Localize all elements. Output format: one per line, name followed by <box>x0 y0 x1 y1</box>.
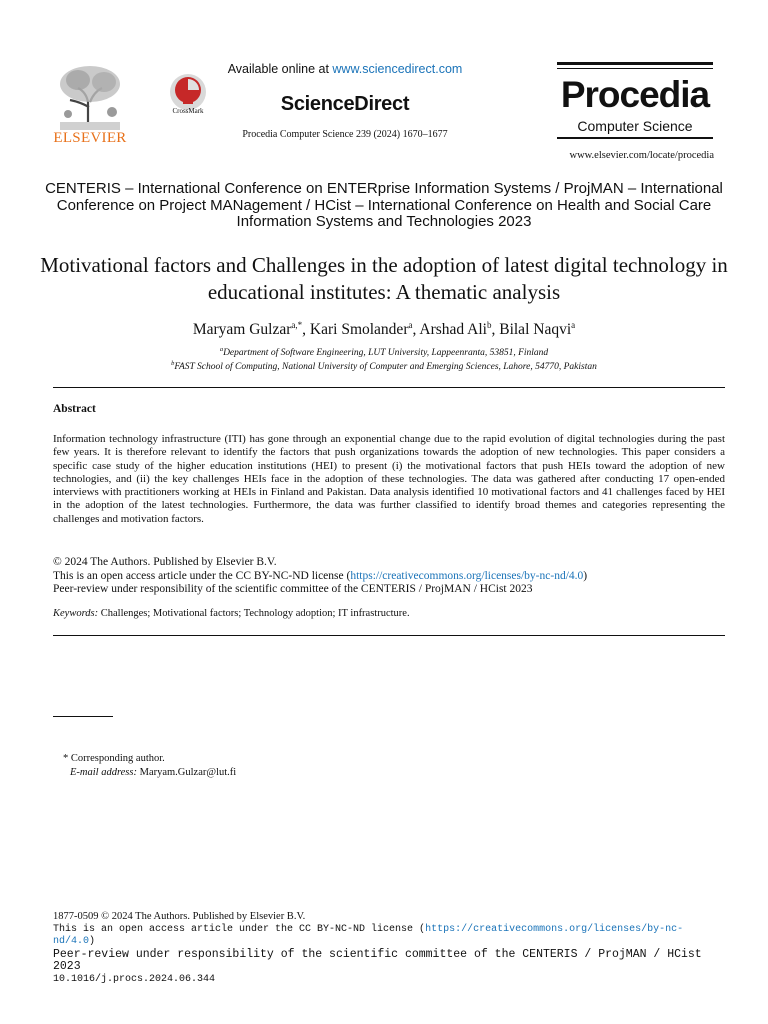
open-access-text: This is an open access article under the CC BY-NC-ND license ( <box>53 569 351 582</box>
author-separator: , <box>412 321 420 339</box>
procedia-subtitle: Computer Science <box>577 118 693 134</box>
open-access-text: ) <box>89 936 96 947</box>
author-affil-mark: a,* <box>291 320 303 330</box>
procedia-logo <box>557 62 713 139</box>
peer-review-line: Peer-review under responsibility of the scientific committee of the CENTERIS / ProjMAN / HCist 2023 <box>53 583 533 595</box>
paper-title: Motivational factors and Challenges in the adoption of latest digital technology in educational institutes: A thematic analysis <box>40 253 728 304</box>
license-link[interactable]: https://creativecommons.org/licenses/by-nc-nd/4.0 <box>350 569 584 582</box>
journal-url[interactable]: www.elsevier.com/locate/procedia <box>569 150 714 161</box>
footnote-rule <box>53 716 113 717</box>
author <box>419 321 499 338</box>
journal-citation: Procedia Computer Science 239 (2024) 1670–1677 <box>242 129 448 140</box>
author <box>310 321 419 338</box>
author <box>499 321 575 338</box>
abstract-body: Information technology infrastructure (ITI) has gone through an exponential change due to the rapid evolution of digital technologies during the past few years. It is therefore relevant to identify the factors that push organizations towards the adoption of new technologies. This paper considers a specific case study of the higher education institutions (HEI) to present (i) the motivational factors that push HEIs toward the adoption of new technologies, and (ii) the key challenges HEIs face in the adoption of these technologies. The data was gathered after conducting 17 open-ended interviews with practitioners working at HEIs in Finland and Pakistan. Data analysis identified 10 motivational factors and 41 challenges faced by HEI in the adoption of the latest technologies. Furthermore, the data was further classified to identify broad themes and categories representing the challenges and motivation factors. <box>53 433 725 525</box>
footer-peer-review: Peer-review under responsibility of the scientific committee of the CENTERIS / ProjMAN / HCist 2023 <box>53 947 702 973</box>
author-name: Kari Smolander <box>309 321 409 339</box>
author-name: Arshad Ali <box>419 321 487 339</box>
email-label: E-mail address: <box>70 767 137 778</box>
page-footer <box>53 911 725 986</box>
copyright-line: © 2024 The Authors. Published by Elsevier B.V. <box>53 556 277 568</box>
open-access-text: ) <box>583 569 588 582</box>
keywords-label: Keywords: <box>53 608 99 619</box>
doi[interactable]: 10.1016/j.procs.2024.06.344 <box>53 973 216 985</box>
elsevier-wordmark: ELSEVIER <box>53 130 127 146</box>
affiliation <box>40 346 728 358</box>
corresponding-line: * Corresponding author. <box>63 753 165 764</box>
sciencedirect-link[interactable]: www.sciencedirect.com <box>332 62 463 76</box>
author-affil-mark: a <box>571 320 576 330</box>
keywords-text: Challenges; Motivational factors; Technology adoption; IT infrastructure. <box>98 608 410 619</box>
affiliation-text: FAST School of Computing, National University of Computer and Emerging Sciences, Lahore, 54770, Pakistan <box>174 362 597 373</box>
author-affil-mark: a <box>408 320 413 330</box>
conference-name: CENTERIS – International Conference on ENTERprise Information Systems / ProjMAN – International Conference on Project MANagement / HCist – International Conference on Health and Social Care Information Systems and Technologies 2023 <box>45 180 723 230</box>
section-divider <box>53 635 725 636</box>
author-separator: , <box>302 321 310 339</box>
affiliation-text: Department of Software Engineering, LUT University, Lappeenranta, 53851, Finland <box>223 348 549 359</box>
author-list <box>40 320 728 339</box>
affiliation-mark: b <box>171 360 175 367</box>
available-prefix: Available online at <box>227 62 333 76</box>
email-address[interactable]: Maryam.Gulzar@lut.fi <box>136 767 237 778</box>
license-block <box>53 556 725 597</box>
author <box>193 321 310 338</box>
footer-open-access <box>53 924 725 949</box>
author-name: Bilal Naqvi <box>499 321 572 339</box>
keywords <box>53 608 725 619</box>
affiliation <box>40 360 728 372</box>
issn-line: 1877-0509 © 2024 The Authors. Published by Elsevier B.V. <box>53 911 306 922</box>
footer-license-link[interactable]: https://creativecommons.org/licenses/by-nc-nd/4.0 <box>53 923 684 947</box>
abstract-heading: Abstract <box>53 403 96 415</box>
email-line <box>63 766 236 780</box>
logo-rule <box>557 62 713 65</box>
open-access-text: This is an open access article under the CC BY-NC-ND license ( <box>53 923 426 935</box>
affiliation-mark: a <box>219 346 224 353</box>
logo-rule <box>557 68 713 69</box>
available-online <box>215 62 475 76</box>
open-access-line <box>53 570 725 584</box>
author-separator: , <box>491 321 500 339</box>
logo-rule <box>557 137 713 139</box>
sciencedirect-wordmark: ScienceDirect <box>280 93 410 115</box>
author-affil-mark: b <box>486 320 492 330</box>
author-name: Maryam Gulzar <box>192 321 292 339</box>
crossmark-label: CrossMark <box>172 107 204 115</box>
section-divider <box>53 387 725 388</box>
procedia-title: Procedia <box>560 74 710 115</box>
corresponding-author <box>63 752 236 780</box>
